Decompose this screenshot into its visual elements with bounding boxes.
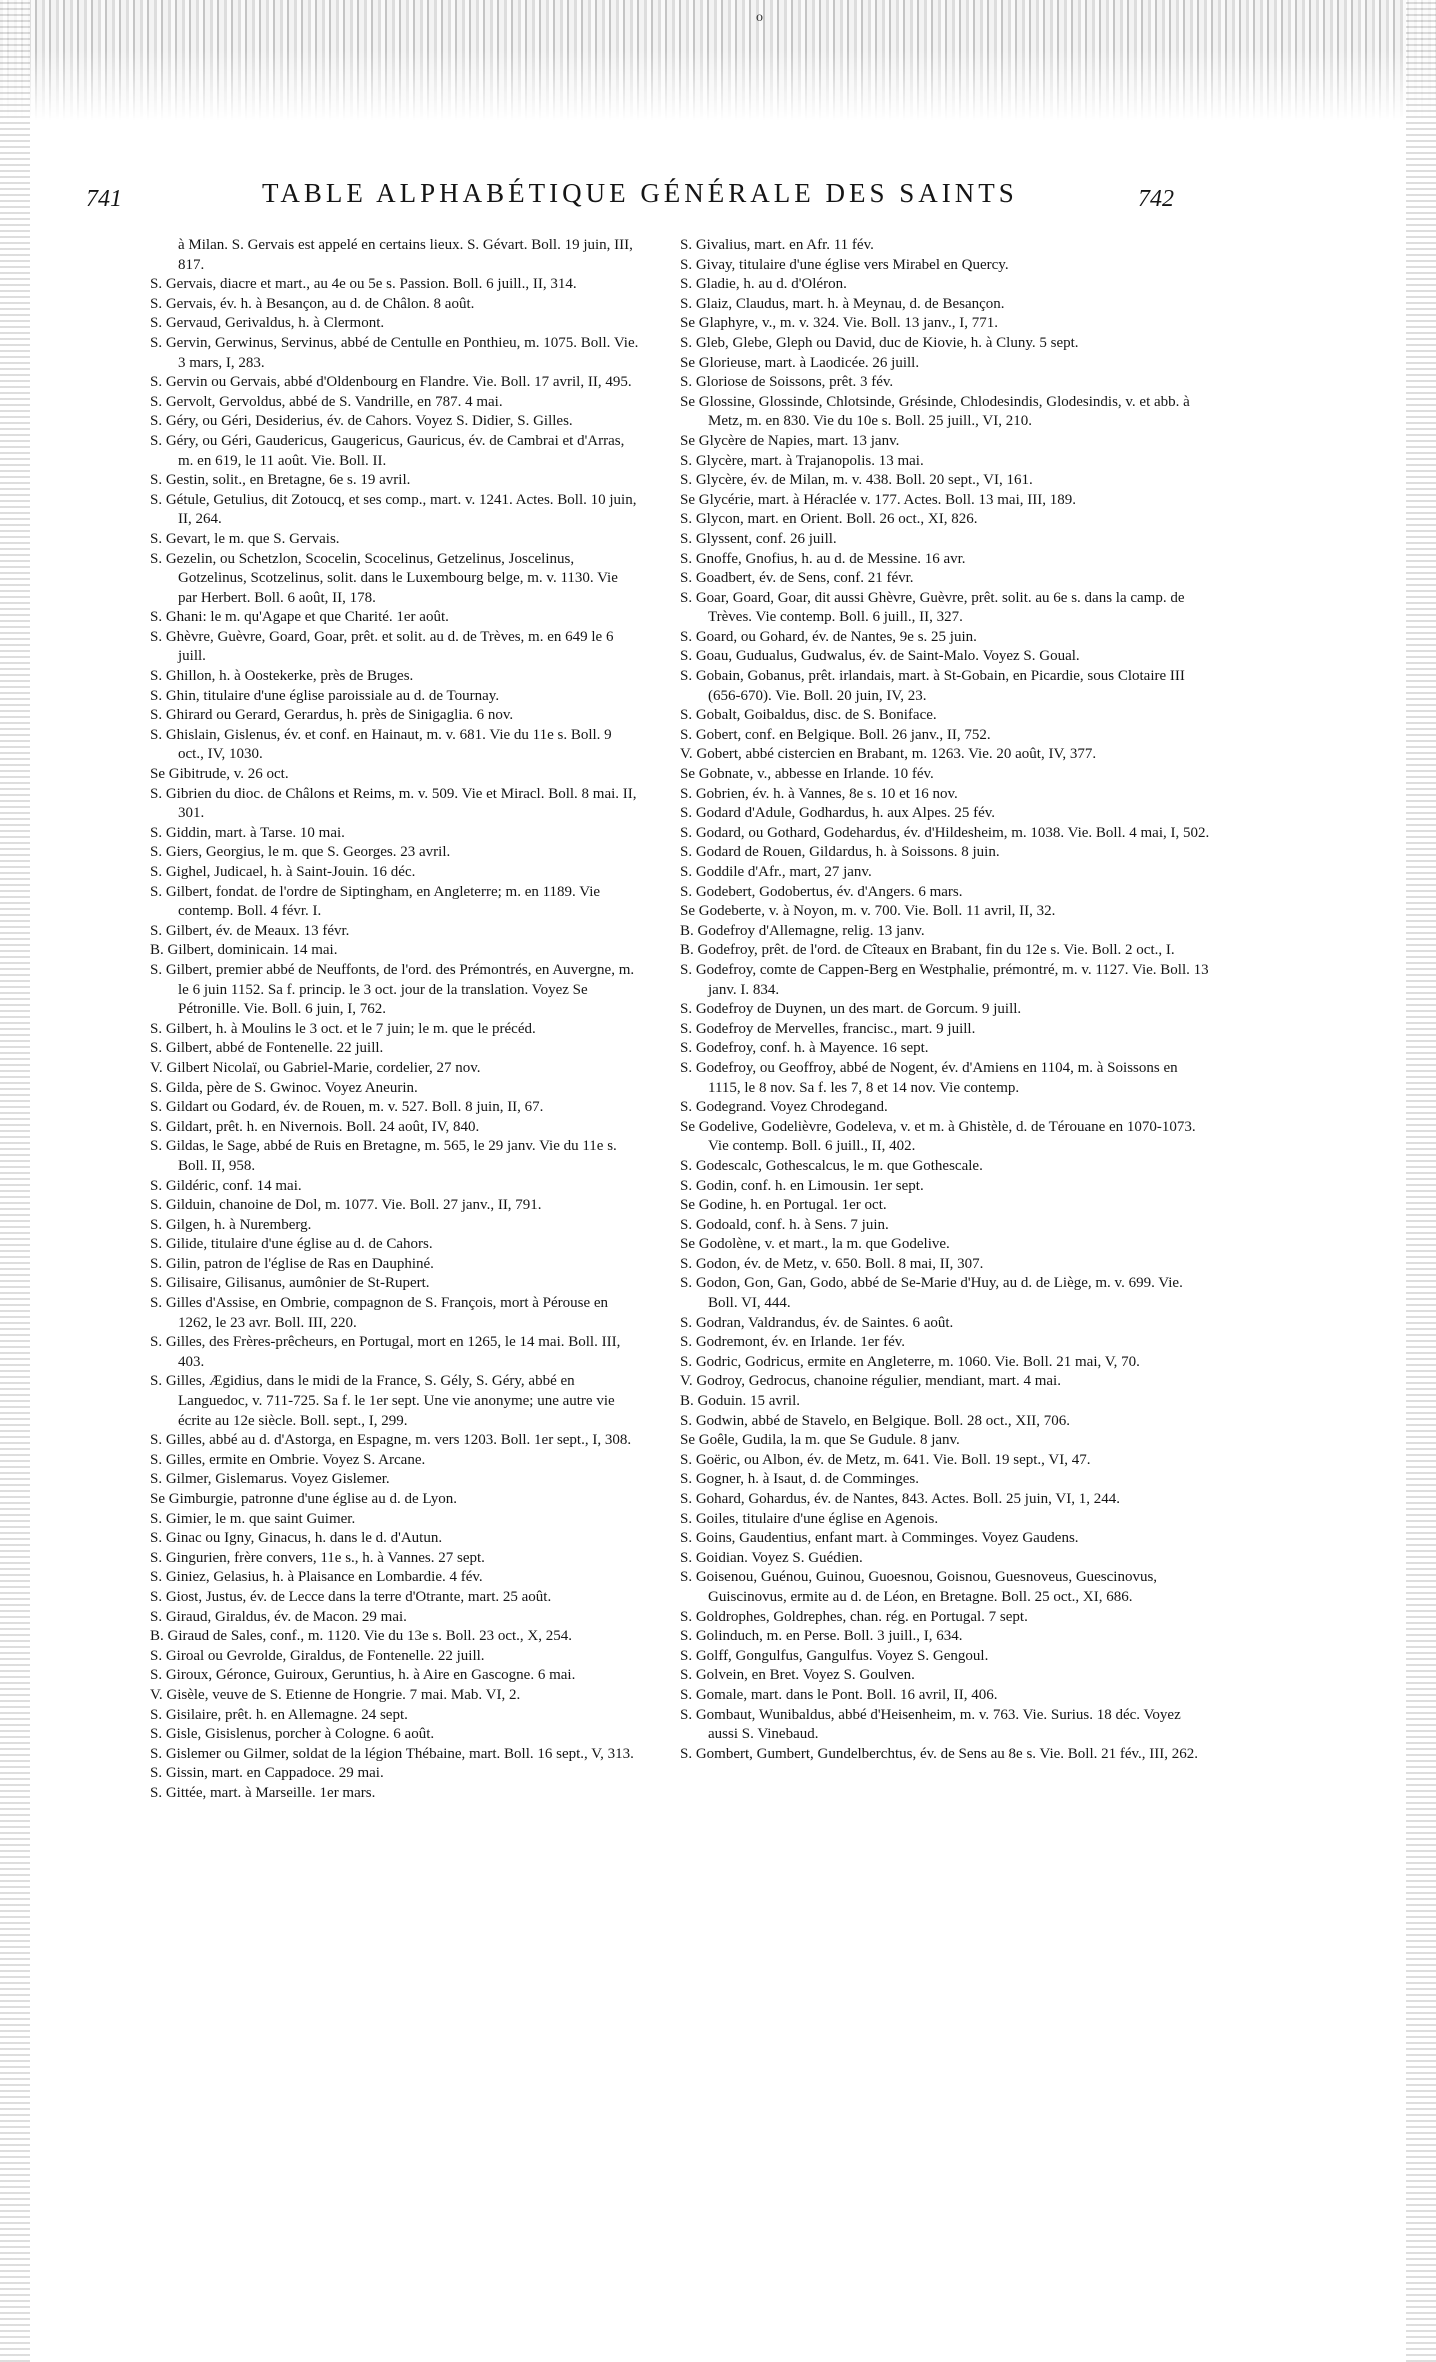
index-entry: S. Gighel, Judicael, h. à Saint-Jouin. 16 déc.: [150, 864, 416, 880]
index-entry: S. Gombert, Gumbert, Gundelberchtus, év. de Sens au 8e s. Vie. Boll. 21 fév., III, 262.: [680, 1745, 1199, 1762]
index-entry: Se Godolène, v. et mart., la m. que Godelive.: [680, 1236, 950, 1253]
index-entry: S. Géry, ou Géri, Desiderius, év. de Cahors. Voyez S. Didier, S. Gilles.: [150, 413, 573, 430]
index-entry: à Milan. S. Gervais est appelé en certains lieux. S. Gévart. Boll. 19 juin, III, 817.: [178, 237, 633, 273]
index-entry: S. Ghirard ou Gerard, Gerardus, h. près de Sinigaglia. 6 nov.: [150, 707, 514, 724]
index-entry: S. Glaiz, Claudus, mart. h. à Meynau, d. de Besançon.: [680, 295, 1005, 312]
index-entry: S. Gombaut, Wunibaldus, abbé d'Heisenheim, m. v. 763. Vie. Surius. 18 déc. Voyez aussi S. Vinebaud.: [680, 1706, 1181, 1743]
index-entry: S. Golinduch, m. en Perse. Boll. 3 juill., I, 634.: [680, 1628, 963, 1645]
index-entry: S. Gilbert, premier abbé de Neuffonts, de l'ord. des Prémontrés, en Auvergne, m. le 6 juin 1152. Sa f. princip. le 3 oct. jour de la translation. Voyez Se Pétronille. Vie. Boll. 6 juin, I, 762.: [150, 961, 635, 1018]
index-entry: S. Gittée, mart. à Marseille. 1er mars.: [150, 1784, 376, 1801]
index-entry: S. Goddile d'Afr., mart, 27 janv.: [680, 864, 872, 880]
index-entry: S. Goau, Gudualus, Gudwalus, év. de Saint-Malo. Voyez S. Goual.: [680, 648, 1080, 665]
index-entry: S. Gilin, patron de l'église de Ras en Dauphiné.: [150, 1255, 434, 1272]
index-entry: S. Godegrand. Voyez Chrodegand.: [680, 1099, 888, 1116]
index-entry: B. Godefroy d'Allemagne, relig. 13 janv.: [680, 922, 925, 939]
index-entry: S. Gilles, Ægidius, dans le midi de la France, S. Gély, S. Géry, abbé en Languedoc, v. 711-725. Sa f. le 1er sept. Une vie anonyme; une autre vie écrite au 12e siècle. Boll. sept., I, 299.: [150, 1373, 615, 1429]
index-entry: S. Glycère, év. de Milan, m. v. 438. Boll. 20 sept., VI, 161.: [680, 472, 1033, 489]
index-entry: Se Glycérie, mart. à Héraclée v. 177. Actes. Boll. 13 mai, III, 189.: [680, 491, 1076, 508]
index-entry: S. Gilles d'Assise, en Ombrie, compagnon de S. François, mort à Pérouse en 1262, le 23 avr. Boll. III, 220.: [150, 1295, 609, 1331]
index-entry: S. Gilbert, h. à Moulins le 3 oct. et le 7 juin; le m. que le précéd.: [150, 1020, 536, 1037]
index-entry: S. Gobain, Gobanus, prêt. irlandais, mart. à St-Gobain, en Picardie, sous Clotaire III (656-670). Vie. Boll. 20 juin, IV, 23.: [680, 668, 1185, 704]
index-entry: S. Godefroy, ou Geoffroy, abbé de Nogent, év. d'Amiens en 1104, m. à Soissons en 1115, le 8 nov. Sa f. les 7, 8 et 14 nov. Vie contemp.: [680, 1059, 1178, 1096]
index-entry: S. Gezelin, ou Schetzlon, Scocelin, Scocelinus, Getzelinus, Joscelinus, Gotzelinus, Scotzelinus, solit. dans le Luxembourg belge, m. v. 1130. Vie par Herbert. Boll. 6 août, II, 178.: [150, 550, 618, 606]
index-entry: V. Gobert, abbé cistercien en Brabant, m. 1263. Vie. 20 août, IV, 377.: [680, 746, 1097, 763]
index-entry: S. Godefroy, conf. h. à Mayence. 16 sept.: [680, 1040, 929, 1057]
index-entry: S. Godebert, Godobertus, év. d'Angers. 6 mars.: [680, 883, 963, 900]
right-column: [680, 236, 1210, 1764]
index-entry: S. Goins, Gaudentius, enfant mart. à Comminges. Voyez Gaudens.: [680, 1530, 1079, 1547]
index-entry: S. Godescalc, Gothescalcus, le m. que Gothescale.: [680, 1157, 983, 1174]
index-entry: S. Givalius, mart. en Afr. 11 fév.: [680, 237, 874, 253]
index-entry: S. Gissin, mart. en Cappadoce. 29 mai.: [150, 1765, 384, 1782]
index-entry: S. Gimier, le m. que saint Guimer.: [150, 1510, 356, 1527]
index-entry: S. Gilisaire, Gilisanus, aumônier de St-Rupert.: [150, 1275, 430, 1292]
index-entry: V. Gilbert Nicolaï, ou Gabriel-Marie, cordelier, 27 nov.: [150, 1059, 481, 1076]
page-number-right: 742: [1138, 186, 1174, 212]
index-entry: S. Glycère, mart. à Trajanopolis. 13 mai.: [680, 452, 924, 469]
index-entry: B. Goduin. 15 avril.: [680, 1393, 800, 1410]
index-entry: S. Golvein, en Bret. Voyez S. Goulven.: [680, 1667, 915, 1684]
index-entry: S. Gladie, h. au d. d'Oléron.: [680, 276, 847, 293]
index-entry: Se Glaphyre, v., m. v. 324. Vie. Boll. 13 janv., I, 771.: [680, 315, 998, 332]
index-entry: S. Gildas, le Sage, abbé de Ruis en Bretagne, m. 565, le 29 janv. Vie du 11e s. Boll. II, 958.: [150, 1138, 617, 1174]
top-mark: o: [756, 10, 763, 25]
index-entry: S. Godoald, conf. h. à Sens. 7 juin.: [680, 1216, 889, 1233]
index-entry: S. Giost, Justus, év. de Lecce dans la terre d'Otrante, mart. 25 août.: [150, 1588, 552, 1605]
index-entry: S. Gervaud, Gerivaldus, h. à Clermont.: [150, 315, 385, 332]
index-entry: S. Godefroy de Duynen, un des mart. de Gorcum. 9 juill.: [680, 1001, 1022, 1018]
index-entry: S. Godard d'Adule, Godhardus, h. aux Alpes. 25 fév.: [680, 805, 996, 822]
left-column: [150, 236, 640, 1804]
index-entry: S. Gildart ou Godard, év. de Rouen, m. v. 527. Boll. 8 juin, II, 67.: [150, 1099, 544, 1116]
index-entry: S. Gervin ou Gervais, abbé d'Oldenbourg en Flandre. Vie. Boll. 17 avril, II, 495.: [150, 374, 632, 391]
index-entry: Se Gibitrude, v. 26 oct.: [150, 766, 289, 783]
index-entry: S. Goard, ou Gohard, év. de Nantes, 9e s. 25 juin.: [680, 628, 977, 645]
index-entry: S. Gobert, conf. en Belgique. Boll. 26 janv., II, 752.: [680, 726, 991, 743]
index-entry: B. Giraud de Sales, conf., m. 1120. Vie du 13e s. Boll. 23 oct., X, 254.: [150, 1628, 572, 1645]
index-entry: S. Gleb, Glebe, Gleph ou David, duc de Kiovie, h. à Cluny. 5 sept.: [680, 334, 1079, 351]
index-entry: S. Goar, Goard, Goar, dit aussi Ghèvre, Guèvre, prêt. solit. au 6e s. dans la camp. de Trèves. Vie contemp. Boll. 6 juill., II, 327.: [680, 589, 1185, 626]
index-entry: S. Giddin, mart. à Tarse. 10 mai.: [150, 824, 345, 841]
index-entry: S. Géry, ou Géri, Gaudericus, Gaugericus, Gauricus, év. de Cambrai et d'Arras, m. en 619, le 11 août. Vie. Boll. II.: [150, 432, 625, 469]
index-entry: S. Gnoffe, Gnofius, h. au d. de Messine. 16 avr.: [680, 550, 966, 567]
index-entry: V. Gisèle, veuve de S. Etienne de Hongrie. 7 mai. Mab. VI, 2.: [150, 1686, 521, 1703]
index-entry: S. Gilduin, chanoine de Dol, m. 1077. Vie. Boll. 27 janv., II, 791.: [150, 1197, 542, 1214]
index-entry: S. Giroal ou Gevrolde, Giraldus, de Fontenelle. 22 juill.: [150, 1647, 485, 1664]
index-entry: S. Glyssent, conf. 26 juill.: [680, 530, 837, 547]
index-entry: S. Gilles, abbé au d. d'Astorga, en Espagne, m. vers 1203. Boll. 1er sept., I, 308.: [150, 1432, 632, 1449]
index-entry: S. Gogner, h. à Isaut, d. de Comminges.: [680, 1471, 919, 1488]
index-entry: S. Godric, Godricus, ermite en Angleterre, m. 1060. Vie. Boll. 21 mai, V, 70.: [680, 1353, 1140, 1370]
index-entry: S. Gervin, Gerwinus, Servinus, abbé de Centulle en Ponthieu, m. 1075. Boll. Vie. 3 mars, I, 283.: [150, 334, 639, 371]
index-entry: S. Ghin, titulaire d'une église paroissiale au d. de Tournay.: [150, 687, 500, 704]
index-entry: S. Ginac ou Igny, Ginacus, h. dans le d. d'Autun.: [150, 1530, 443, 1547]
index-entry: Se Godeberte, v. à Noyon, m. v. 700. Vie. Boll. 11 avril, II, 32.: [680, 903, 1056, 920]
index-entry: S. Ghèvre, Guèvre, Goard, Goar, prêt. et solit. au d. de Trèves, m. en 649 le 6 juill.: [150, 628, 614, 665]
index-entry: S. Gildart, prêt. h. en Nivernois. Boll. 24 août, IV, 840.: [150, 1118, 480, 1135]
index-entry: Se Glycère de Napies, mart. 13 janv.: [680, 432, 900, 449]
index-entry: S. Gilide, titulaire d'une église au d. de Cahors.: [150, 1236, 433, 1253]
index-entry: S. Gilbert, abbé de Fontenelle. 22 juill.: [150, 1040, 384, 1057]
index-entry: B. Godefroy, prêt. de l'ord. de Cîteaux en Brabant, fin du 12e s. Vie. Boll. 2 oct., I.: [680, 942, 1175, 959]
index-entry: Se Glorieuse, mart. à Laodicée. 26 juill.: [680, 354, 920, 371]
index-entry: S. Ghislain, Gislenus, év. et conf. en Hainaut, m. v. 681. Vie du 11e s. Boll. 9 oct., IV, 1030.: [150, 726, 612, 763]
index-entry: S. Gomale, mart. dans le Pont. Boll. 16 avril, II, 406.: [680, 1686, 998, 1703]
index-entry: S. Gervais, diacre et mart., au 4e ou 5e s. Passion. Boll. 6 juill., II, 314.: [150, 276, 577, 293]
index-entry: S. Godard de Rouen, Gildardus, h. à Soissons. 8 juin.: [680, 844, 1000, 861]
index-entry: Se Godine, h. en Portugal. 1er oct.: [680, 1197, 887, 1214]
scan-noise-top: [0, 0, 1436, 120]
index-entry: S. Goldrophes, Goldrephes, chan. rég. en Portugal. 7 sept.: [680, 1608, 1028, 1625]
index-entry: S. Gibrien du dioc. de Châlons et Reims, m. v. 509. Vie et Miracl. Boll. 8 mai. II, 301.: [150, 785, 637, 822]
index-entry: S. Ghani: le m. qu'Agape et que Charité. 1er août.: [150, 609, 449, 626]
index-entry: S. Gétule, Getulius, dit Zotoucq, et ses comp., mart. v. 1241. Actes. Boll. 10 juin, II, 264.: [150, 491, 637, 528]
index-entry: S. Godard, ou Gothard, Godehardus, év. d'Hildesheim, m. 1038. Vie. Boll. 4 mai, I, 502.: [680, 824, 1210, 841]
scan-edge-right: [1406, 0, 1436, 2362]
index-entry: S. Godon, év. de Metz, v. 650. Boll. 8 mai, II, 307.: [680, 1255, 984, 1272]
page-header: [86, 178, 1174, 214]
index-entry: S. Gilmer, Gislemarus. Voyez Gislemer.: [150, 1471, 390, 1488]
index-entry: S. Gervolt, Gervoldus, abbé de S. Vandrille, en 787. 4 mai.: [150, 393, 503, 410]
index-entry: S. Godwin, abbé de Stavelo, en Belgique. Boll. 28 oct., XII, 706.: [680, 1412, 1070, 1429]
index-entry: S. Goisenou, Guénou, Guinou, Guoesnou, Goisnou, Guesnoveus, Guescinovus, Guiscinovus, ermite au d. de Léon, en Bretagne. Boll. 25 oct., XI, 686.: [680, 1569, 1158, 1605]
index-entry: S. Gilbert, fondat. de l'ordre de Siptingham, en Angleterre; m. en 1189. Vie contemp. Boll. 4 févr. I.: [150, 883, 601, 920]
index-entry: S. Gestin, solit., en Bretagne, 6e s. 19 avril.: [150, 472, 411, 489]
index-entry: S. Goëric, ou Albon, év. de Metz, m. 641. Vie. Boll. 19 sept., VI, 47.: [680, 1451, 1091, 1468]
index-entry: S. Gloriose de Soissons, prêt. 3 fév.: [680, 374, 894, 391]
index-entry: Se Gobnate, v., abbesse en Irlande. 10 fév.: [680, 766, 934, 783]
index-entry: S. Goidian. Voyez S. Guédien.: [680, 1549, 863, 1566]
index-entry: S. Glycon, mart. en Orient. Boll. 26 oct., XI, 826.: [680, 511, 978, 528]
index-entry: S. Gilles, des Frères-prêcheurs, en Portugal, mort en 1265, le 14 mai. Boll. III, 403.: [150, 1334, 621, 1370]
index-entry: S. Golff, Gongulfus, Gangulfus. Voyez S. Gengoul.: [680, 1647, 989, 1664]
index-entry: B. Gilbert, dominicain. 14 mai.: [150, 942, 338, 959]
index-entry: S. Godremont, év. en Irlande. 1er fév.: [680, 1334, 906, 1351]
index-entry: S. Godin, conf. h. en Limousin. 1er sept.: [680, 1177, 924, 1194]
index-entry: S. Gildéric, conf. 14 mai.: [150, 1177, 302, 1194]
index-entry: S. Gilda, père de S. Gwinoc. Voyez Aneurin.: [150, 1079, 418, 1096]
index-entry: S. Gohard, Gohardus, év. de Nantes, 843. Actes. Boll. 25 juin, VI, 1, 244.: [680, 1491, 1120, 1507]
index-entry: S. Godefroy de Mervelles, francisc., mart. 9 juill.: [680, 1020, 976, 1037]
index-entry: S. Gervais, év. h. à Besançon, au d. de Châlon. 8 août.: [150, 295, 475, 312]
index-entry: V. Godroy, Gedrocus, chanoine régulier, mendiant, mart. 4 mai.: [680, 1373, 1061, 1390]
index-entry: S. Gisilaire, prêt. h. en Allemagne. 24 sept.: [150, 1706, 408, 1723]
index-entry: S. Gingurien, frère convers, 11e s., h. à Vannes. 27 sept.: [150, 1549, 485, 1566]
index-entry: S. Gilgen, h. à Nuremberg.: [150, 1216, 312, 1233]
index-entry: S. Gislemer ou Gilmer, soldat de la légion Thébaine, mart. Boll. 16 sept., V, 313.: [150, 1745, 634, 1762]
index-entry: S. Gisle, Gisislenus, porcher à Cologne. 6 août.: [150, 1726, 435, 1743]
index-entry: S. Giers, Georgius, le m. que S. Georges. 23 avril.: [150, 844, 451, 861]
index-entry: Se Gimburgie, patronne d'une église au d. de Lyon.: [150, 1491, 457, 1507]
index-entry: S. Godran, Valdrandus, év. de Saintes. 6 août.: [680, 1314, 954, 1331]
index-entry: S. Ghillon, h. à Oostekerke, près de Bruges.: [150, 668, 414, 685]
index-entry: S. Gilbert, év. de Meaux. 13 févr.: [150, 922, 350, 939]
index-entry: S. Givay, titulaire d'une église vers Mirabel en Quercy.: [680, 256, 1009, 273]
index-entry: Se Goêle, Gudila, la m. que Se Gudule. 8 janv.: [680, 1432, 960, 1449]
index-entry: S. Godon, Gon, Gan, Godo, abbé de Se-Marie d'Huy, au d. de Liège, m. v. 699. Vie. Boll. VI, 444.: [680, 1275, 1183, 1312]
index-entry: Se Godelive, Godelièvre, Godeleva, v. et m. à Ghistèle, d. de Térouane en 1070-1073. Vie contemp. Boll. 6 juill., II, 402.: [680, 1118, 1196, 1155]
index-entry: S. Gilles, ermite en Ombrie. Voyez S. Arcane.: [150, 1451, 426, 1468]
index-entry: S. Giraud, Giraldus, év. de Macon. 29 mai.: [150, 1608, 407, 1625]
index-entry: S. Godefroy, comte de Cappen-Berg en Westphalie, prémontré, m. v. 1127. Vie. Boll. 13 janv. I. 834.: [680, 961, 1209, 998]
index-entry: Se Glossine, Glossinde, Chlotsinde, Grésinde, Chlodesindis, Glodesindis, v. et abb. à Metz, m. en 830. Vie du 10e s. Boll. 25 juill., VI, 210.: [680, 393, 1190, 430]
page-number-left: 741: [86, 186, 122, 212]
index-entry: S. Giroux, Géronce, Guiroux, Geruntius, h. à Aire en Gascogne. 6 mai.: [150, 1667, 576, 1684]
index-entry: S. Gobalt, Goibaldus, disc. de S. Boniface.: [680, 707, 937, 724]
index-entry: S. Gobrien, év. h. à Vannes, 8e s. 10 et 16 nov.: [680, 785, 958, 802]
page-title: TABLE ALPHABÉTIQUE GÉNÉRALE DES SAINTS: [262, 178, 1018, 208]
index-entry: S. Goadbert, év. de Sens, conf. 21 févr.: [680, 570, 914, 587]
index-entry: S. Gevart, le m. que S. Gervais.: [150, 530, 340, 547]
scan-edge-left: [0, 0, 30, 2362]
index-entry: S. Goiles, titulaire d'une église en Agenois.: [680, 1510, 939, 1527]
index-entry: S. Giniez, Gelasius, h. à Plaisance en Lombardie. 4 fév.: [150, 1569, 483, 1586]
